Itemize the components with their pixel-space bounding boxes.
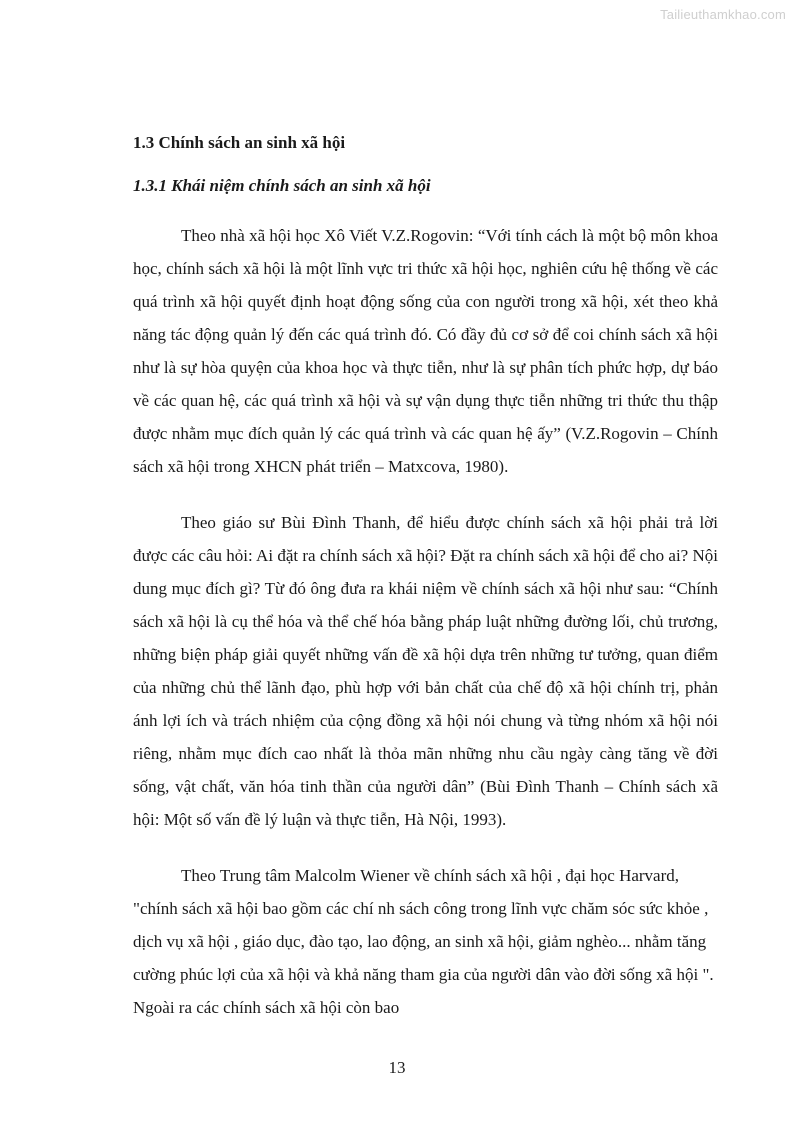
section-heading: 1.3 Chính sách an sinh xã hội <box>133 133 346 152</box>
subsection-heading: 1.3.1 Khái niệm chính sách an sinh xã hội <box>133 176 431 195</box>
paragraph-rogovin: Theo nhà xã hội học Xô Viết V.Z.Rogovin: “Với tính cách là một bộ môn khoa học, chính sách xã hội là một lĩnh vực tri thức xã hội học, nghiên cứu hệ thống về các quá trình xã hội quyết định hoạt động sống của con người trong xã hội, xét theo khả năng tác động quản lý đến các quá trình đó. Có đầy đủ cơ sở để coi chính sách xã hội như là sự hòa quyện của khoa học và thực tiễn, như là sự phân tích phức hợp, dự báo về các quan hệ, các quá trình xã hội và sự vận dụng thực tiễn những tri thức thu thập được nhằm mục đích quản lý các quá trình và các quan hệ ấy” (V.Z.Rogovin – Chính sách xã hội trong XHCN phát triển – Matxcova, 1980). <box>133 226 718 476</box>
watermark: Tailieuthamkhao.com <box>660 7 786 22</box>
paragraph-malcolm-wiener: Theo Trung tâm Malcolm Wiener về chính sách xã hội , đại học Harvard, "chính sách xã hội bao gồm các chí nh sách công trong lĩnh vực chăm sóc sức khỏe , dịch vụ xã hội , giáo dục, đào tạo, lao động, an sinh xã hội, giảm nghèo... nhằm tăng cường phúc lợi của xã hội và khả năng tham gia của người dân vào đời sống xã hội ". Ngoài ra các chính sách xã hội còn bao <box>133 866 714 1017</box>
page-number: 13 <box>388 1058 406 1077</box>
paragraph-bui-dinh-thanh: Theo giáo sư Bùi Đình Thanh, để hiểu được chính sách xã hội phải trả lời được các câu hỏi: Ai đặt ra chính sách xã hội? Đặt ra chính sách xã hội để cho ai? Nội dung mục đích gì? Từ đó ông đưa ra khái niệm về chính sách xã hội như sau: “Chính sách xã hội là cụ thể hóa và thể chế hóa bằng pháp luật những đường lối, chủ trương, những biện pháp giải quyết những vấn đề xã hội dựa trên những tư tưởng, quan điểm của những chủ thể lãnh đạo, phù hợp với bản chất của chế độ xã hội chính trị, phản ánh lợi ích và trách nhiệm của cộng đồng xã hội nói chung và từng nhóm xã hội nói riêng, nhằm mục đích cao nhất là thỏa mãn những nhu cầu ngày càng tăng về đời sống, vật chất, văn hóa tinh thần của người dân” (Bùi Đình Thanh – Chính sách xã hội: Một số vấn đề lý luận và thực tiễn, Hà Nội, 1993). <box>133 513 718 829</box>
